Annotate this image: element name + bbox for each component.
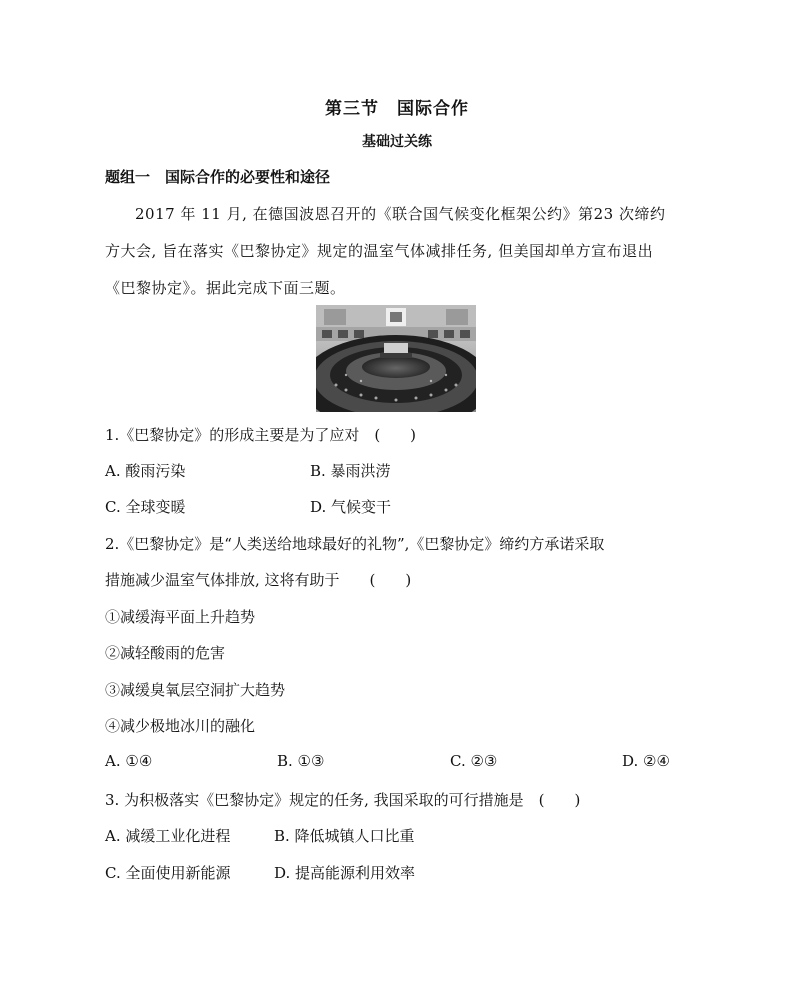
- q1-stem: 1.《巴黎协定》的形成主要是为了应对 ( ): [105, 426, 417, 444]
- q2-statement-2: ②减轻酸雨的危害: [105, 644, 226, 662]
- q2-option-b: B. ①③: [277, 752, 325, 770]
- q3-option-a: A. 减缓工业化进程: [105, 827, 231, 845]
- intro-line-1: 2017 年 11 月, 在德国波恩召开的《联合国气候变化框架公约》第23 次缔约: [135, 205, 666, 223]
- q2-statement-4: ④减少极地冰川的融化: [105, 717, 256, 735]
- intro-line-3: 《巴黎协定》。据此完成下面三题。: [105, 279, 346, 297]
- q3-option-d: D. 提高能源利用效率: [274, 864, 416, 882]
- section-subtitle: 基础过关练: [362, 134, 432, 150]
- q2-option-c: C. ②③: [450, 752, 498, 770]
- q1-option-c: C. 全球变暖: [105, 498, 186, 516]
- q3-option-b: B. 降低城镇人口比重: [274, 827, 415, 845]
- q3-option-c: C. 全面使用新能源: [105, 864, 231, 882]
- intro-line-2: 方大会, 旨在落实《巴黎协定》规定的温室气体减排任务, 但美国却单方宣布退出: [105, 242, 654, 260]
- section-title: 第三节 国际合作: [325, 99, 469, 119]
- conference-hall-photo: [316, 305, 476, 412]
- q1-option-b: B. 暴雨洪涝: [310, 462, 391, 480]
- q2-option-d: D. ②④: [622, 752, 670, 770]
- q1-option-d: D. 气候变干: [310, 498, 392, 516]
- q3-stem: 3. 为积极落实《巴黎协定》规定的任务, 我国采取的可行措施是 ( ): [105, 791, 581, 809]
- q2-statement-3: ③减缓臭氧层空洞扩大趋势: [105, 681, 286, 699]
- q2-stem-line-2: 措施减少温室气体排放, 这将有助于 ( ): [105, 571, 412, 589]
- q2-option-a: A. ①④: [105, 752, 153, 770]
- group-heading: 题组一 国际合作的必要性和途径: [105, 168, 331, 186]
- q1-option-a: A. 酸雨污染: [105, 462, 186, 480]
- q2-statement-1: ①减缓海平面上升趋势: [105, 608, 256, 626]
- q2-stem-line-1: 2.《巴黎协定》是“人类送给地球最好的礼物”,《巴黎协定》缔约方承诺采取: [105, 535, 605, 553]
